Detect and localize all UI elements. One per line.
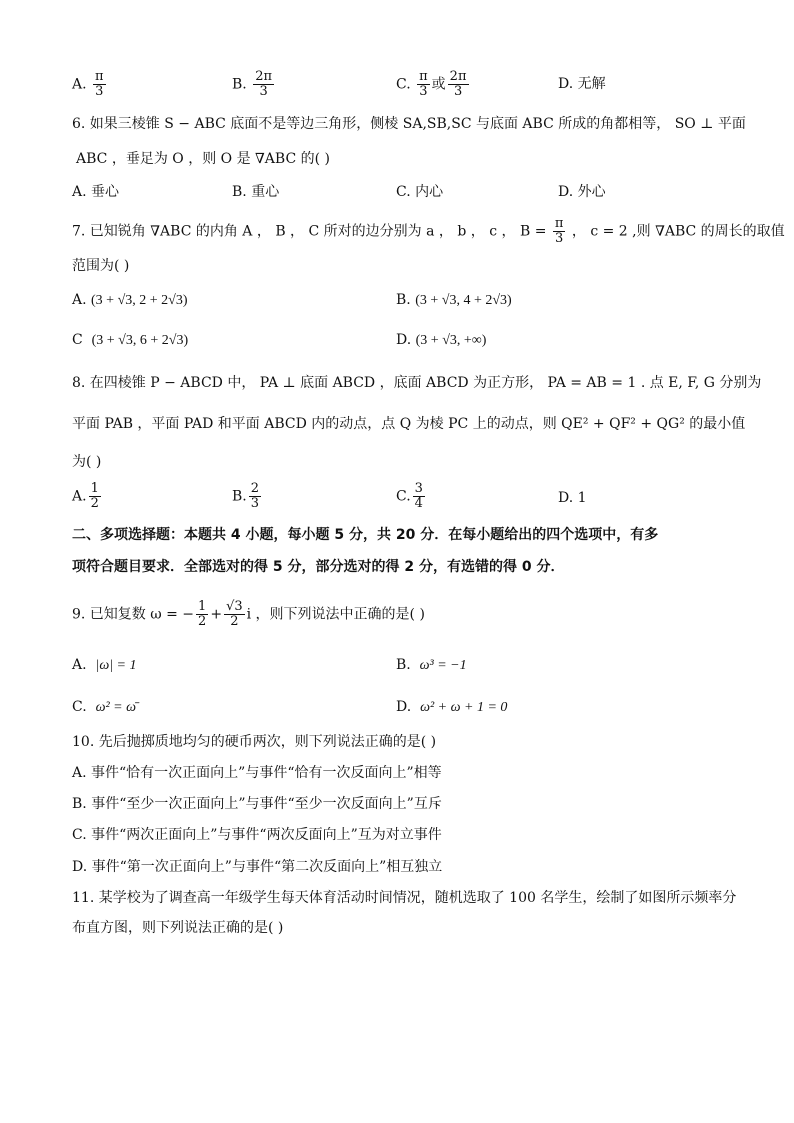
denominator: 3 [95,84,104,99]
option-text: 1 [577,490,587,506]
option-label: A. [72,488,87,505]
denominator: 3 [453,84,463,99]
q5-option-b [232,70,276,99]
option-label: A. [72,657,87,673]
q6-option-b [232,182,279,202]
option-label: B. [232,184,247,200]
numerator: √3 [226,599,243,614]
q7-option-a [72,290,188,311]
denominator: 4 [414,496,423,511]
option-label: D. [396,332,412,348]
q8-line-1: 8. 在四棱锥 P − ABCD 中， PA ⊥ 底面 ABCD ，底面 ABCD 为正方形， PA = AB = 1 . 点 E, F, G 分别为 [72,375,762,391]
or-text: 或 [431,76,446,93]
numerator: 2 [250,481,260,496]
option-label: B. [396,292,411,308]
option-label: A. [72,184,87,200]
option-label: B. [232,76,247,93]
numerator: π [95,69,104,84]
fraction [89,482,101,511]
q6-option-d [558,182,606,202]
option-text: |ω| = 1 [95,658,137,673]
option-text: ω² + ω + 1 = 0 [420,700,508,715]
q10-option-c: C. 事件“两次正面向上”与事件“两次反面向上”互为对立事件 [72,827,442,843]
q11-line-1: 11. 某学校为了调查高一年级学生每天体育活动时间情况，随机选取了 100 名学生，绘制了如图所示频率分 [72,890,737,906]
option-text: 外心 [577,184,606,200]
fraction [417,70,430,99]
q7-text-post: ， c = 2 ,则 ∇ABC 的周长的取值 [571,223,785,240]
q9-option-d [396,697,507,718]
option-text: (3 + √3, 6 + 2√3) [91,333,189,348]
plus-sign: + [210,606,223,623]
q8-option-d [558,488,587,508]
q10-option-b: B. 事件“至少一次正面向上”与事件“至少一次反面向上”互斥 [72,796,442,812]
denominator: 3 [419,84,428,99]
q10-option-a: A. 事件“恰有一次正面向上”与事件“恰有一次反面向上”相等 [72,765,442,781]
numerator: 1 [90,481,99,496]
q9-option-a [72,655,137,676]
option-text: 无解 [577,76,606,92]
q11-line-2: 布直方图，则下列说法正确的是( ) [72,920,284,936]
fraction [93,70,106,99]
denominator: 2 [198,614,207,629]
option-text: (3 + √3, +∞) [415,333,487,348]
denominator: 3 [250,496,260,511]
q8-option-b [232,482,263,511]
option-label: D. [558,76,574,92]
denominator: 3 [259,84,268,99]
option-text: 内心 [415,184,444,200]
q7-option-d [396,330,486,351]
q9-text-pre: 9. 已知复数 ω = − [72,606,195,623]
section-2-heading-line-2: 项符合题目要求．全部选对的得 5 分，部分选对的得 2 分，有选错的得 0 分． [72,559,565,575]
numerator: 2π [255,69,273,84]
q5-option-d [558,74,606,94]
q8-option-c [396,482,427,511]
q7-option-c [72,330,188,351]
numerator: π [419,69,428,84]
q7-line-1 [72,217,785,246]
q6-line-1: 6. 如果三棱锥 S − ABC 底面不是等边三角形，侧棱 SA,SB,SC 与底面 ABC 所成的角都相等， SO ⊥ 平面 [72,116,746,132]
numerator: 1 [198,599,207,614]
option-label: A. [72,292,87,308]
numerator: 2π [449,69,467,84]
fraction [224,600,245,629]
section-2-heading-line-1: 二、多项选择题：本题共 4 小题，每小题 5 分，共 20 分．在每小题给出的四个选项中，有多 [72,527,659,543]
q6-option-a [72,182,119,202]
fraction [253,70,274,99]
q9-stem [72,600,425,629]
option-text: 重心 [251,184,280,200]
q6-line-2: ABC ，垂足为 O ，则 O 是 ∇ABC 的( ) [76,151,330,167]
q8-line-2: 平面 PAB ，平面 PAD 和平面 ABCD 内的动点，点 Q 为棱 PC 上的动点，则 QE² + QF² + QG² 的最小值 [72,416,746,432]
option-text: 垂心 [91,184,120,200]
option-label: A. [72,76,87,93]
option-text: ω² = ω̄ [95,700,136,715]
q5-option-a [72,70,108,99]
option-label: C. [396,76,411,93]
option-label: D. [396,699,412,715]
fraction [448,70,469,99]
q9-option-b [396,655,467,676]
q7-text-pre: 7. 已知锐角 ∇ABC 的内角 A ， B ， C 所对的边分别为 a ， b ， c ， B = [72,223,547,240]
option-label: C. [396,488,411,505]
option-label: D. [558,490,574,506]
denominator: 2 [90,496,99,511]
q8-line-3: 为( ) [72,454,102,470]
fraction [413,482,425,511]
option-label: D. [558,184,574,200]
denominator: 3 [555,231,564,246]
q5-option-c [396,70,471,99]
q10-option-d: D. 事件“第一次正面向上”与事件“第二次反面向上”相互独立 [72,859,443,875]
option-label: C. [72,699,87,715]
q7-line-2: 范围为( ) [72,258,130,274]
option-label: C [72,332,83,348]
q9-text-post: i ，则下列说法中正确的是( ) [246,606,425,623]
option-text: (3 + √3, 4 + 2√3) [415,293,512,308]
denominator: 2 [230,614,239,629]
q10-stem: 10. 先后抛掷质地均匀的硬币两次，则下列说法正确的是( ) [72,734,437,750]
option-label: B. [232,488,247,505]
numerator: 3 [414,481,423,496]
option-label: B. [396,657,411,673]
fraction [249,482,261,511]
option-text: ω³ = −1 [419,658,467,673]
q9-option-c [72,697,136,718]
option-text: (3 + √3, 2 + 2√3) [91,293,188,308]
q8-option-a [72,482,103,511]
fraction [553,217,566,246]
option-label: C. [396,184,411,200]
numerator: π [554,216,564,231]
fraction [196,600,208,629]
q7-option-b [396,290,512,311]
q6-option-c [396,182,443,202]
